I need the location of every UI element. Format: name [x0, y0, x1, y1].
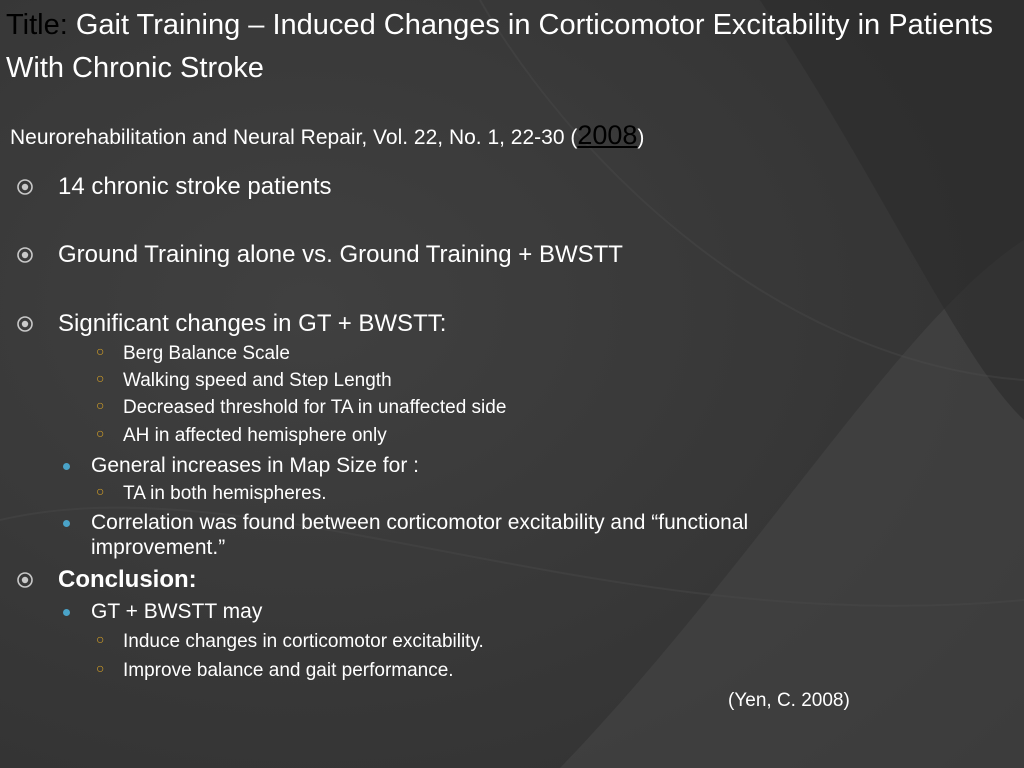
blue-dot-icon — [63, 609, 70, 616]
sub-bullet-ta-hemispheres — [96, 483, 327, 505]
sub-bullet-berg — [96, 343, 290, 365]
slide-title — [6, 4, 1018, 90]
blue-dot-icon — [63, 520, 70, 527]
bullet-text: Significant changes in GT + BWSTT: — [58, 310, 447, 337]
reference: (Yen, C. 2008) — [728, 690, 850, 711]
bullet-text: GT + BWSTT may — [91, 600, 263, 623]
sub-bullet-walking-speed — [96, 370, 392, 392]
bullet-text: Conclusion: — [58, 566, 197, 593]
bullet-text: Walking speed and Step Length — [123, 370, 392, 391]
bullet-text: TA in both hemispheres. — [123, 483, 327, 504]
title-label: Title: — [6, 9, 68, 41]
citation-year-link[interactable]: 2008 — [577, 120, 638, 150]
circle-target-icon — [16, 568, 34, 596]
bullet-significant-changes — [58, 310, 446, 338]
hollow-circle-icon: ○ — [96, 425, 105, 441]
title-text: Gait Training – Induced Changes in Corticomotor Excitability in Patients With Chronic Stroke — [6, 9, 994, 84]
sub-bullet-map-size — [91, 454, 419, 478]
hollow-circle-icon: ○ — [96, 397, 105, 413]
bullet-text: Induce changes in corticomotor excitability. — [123, 631, 484, 652]
hollow-circle-icon: ○ — [96, 343, 105, 359]
sub-bullet-improve — [96, 660, 454, 682]
citation — [10, 120, 644, 151]
bullet-text: 14 chronic stroke patients — [58, 173, 332, 200]
bullet-patients — [58, 173, 331, 201]
bullet-comparison — [58, 241, 623, 269]
circle-target-icon — [16, 175, 34, 203]
sub-bullet-induce — [96, 631, 484, 653]
bullet-text: Ground Training alone vs. Ground Training + BWSTT — [58, 241, 623, 268]
circle-target-icon — [16, 243, 34, 271]
sub-bullet-gt-bwstt — [91, 600, 262, 624]
blue-dot-icon — [63, 463, 70, 470]
bullet-text: Correlation was found between corticomotor excitability and “functional — [91, 511, 749, 534]
sub-bullet-threshold — [96, 397, 507, 419]
sub-bullet-correlation — [91, 511, 748, 535]
bullet-text: improvement.” — [91, 536, 226, 559]
hollow-circle-icon: ○ — [96, 660, 105, 676]
bullet-text: Berg Balance Scale — [123, 343, 290, 364]
citation-text: Neurorehabilitation and Neural Repair, Vol. 22, No. 1, 22-30 ( — [10, 126, 578, 149]
bullet-text: General increases in Map Size for : — [91, 454, 419, 477]
circle-target-icon — [16, 312, 34, 340]
hollow-circle-icon: ○ — [96, 631, 105, 647]
bullet-text: Improve balance and gait performance. — [123, 660, 454, 681]
citation-close: ) — [637, 126, 645, 149]
sub-bullet-correlation-cont — [91, 536, 225, 560]
hollow-circle-icon: ○ — [96, 483, 105, 499]
bullet-conclusion — [58, 566, 197, 594]
sub-bullet-ah — [96, 425, 387, 447]
hollow-circle-icon: ○ — [96, 370, 105, 386]
bullet-text: Decreased threshold for TA in unaffected side — [123, 397, 507, 418]
bullet-text: AH in affected hemisphere only — [123, 425, 387, 446]
